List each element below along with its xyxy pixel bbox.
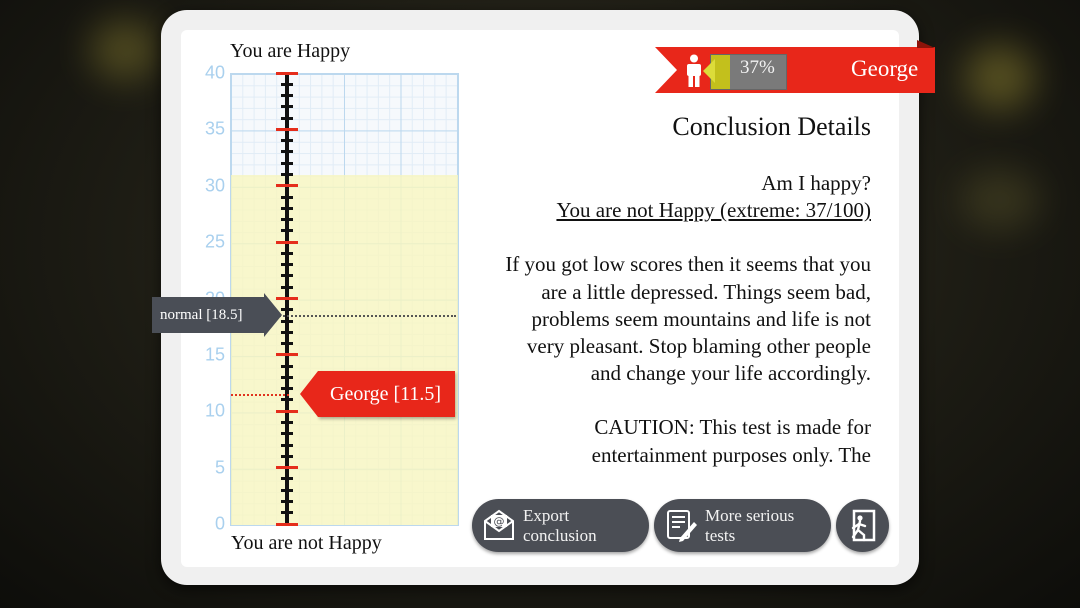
major-tick [276,184,298,187]
minor-tick [281,477,293,480]
document-pen-icon [664,508,698,542]
minor-tick [281,150,293,153]
details-caution: CAUTION: This test is made for entertainment purposes only. The [591,415,871,467]
y-tick-label: 40 [204,62,225,83]
minor-tick [281,173,293,176]
chart-bottom-label: You are not Happy [231,532,382,554]
y-tick-label: 25 [204,231,225,252]
minor-tick [281,500,293,503]
minor-tick [281,421,293,424]
minor-tick [281,342,293,345]
minor-tick [281,94,293,97]
minor-tick [281,218,293,221]
details-title: Conclusion Details [672,112,871,141]
person-icon [684,54,704,88]
major-tick [276,353,298,356]
major-tick [276,72,298,75]
minor-tick [281,207,293,210]
details-answer: You are not Happy (extreme: 37/100) [556,198,871,223]
major-tick [276,523,298,526]
export-conclusion-label: Export conclusion [523,506,597,545]
y-tick-label: 30 [204,175,225,196]
y-tick-label: 35 [204,118,225,139]
details-body: If you got low scores then it seems that you are a little depressed. Things seem bad, problems seem mountains and life is not very pleasant. Stop blaming other people and change your life accordingly. [505,252,871,386]
major-tick [276,128,298,131]
minor-tick [281,455,293,458]
background-light [960,170,1040,230]
y-tick-label: 15 [204,344,225,365]
details-scroll-area[interactable] [500,170,871,484]
minor-tick [281,196,293,199]
minor-tick [281,432,293,435]
normal-marker-label: normal [18.5] [160,307,243,324]
minor-tick [281,444,293,447]
user-marker-label: George [11.5] [330,383,442,406]
minor-tick [281,83,293,86]
minor-tick [281,117,293,120]
minor-tick [281,263,293,266]
minor-tick [281,376,293,379]
minor-tick [281,511,293,514]
normal-marker [152,297,264,333]
y-tick-label: 10 [204,400,225,421]
progress-percent: 37% [740,57,775,78]
major-tick [276,241,298,244]
progress-arrow-icon [703,59,715,83]
minor-tick [281,286,293,289]
chart-top-label: You are Happy [230,40,351,62]
highlight-band [231,175,458,525]
user-guide-line [231,394,289,396]
exit-button[interactable] [836,499,889,552]
y-tick-label: 5 [214,457,225,478]
minor-tick [281,320,293,323]
minor-tick [281,387,293,390]
minor-tick [281,489,293,492]
minor-tick [281,308,293,311]
banner-fold [917,40,935,48]
more-tests-label: More serious tests [705,506,795,545]
minor-tick [281,331,293,334]
background-light [965,45,1035,110]
minor-tick [281,105,293,108]
email-export-icon [482,508,516,542]
normal-guide-line [272,315,456,317]
minor-tick [281,398,293,401]
minor-tick [281,162,293,165]
svg-text:@: @ [493,515,505,528]
more-tests-button[interactable] [654,499,831,552]
banner-username: George [851,56,919,81]
user-marker [318,371,455,417]
minor-tick [281,139,293,142]
details-question: Am I happy? [761,171,871,195]
y-tick-label: 0 [214,513,225,534]
export-conclusion-button[interactable] [472,499,649,552]
minor-tick [281,365,293,368]
minor-tick [281,274,293,277]
exit-door-icon [836,499,889,552]
background-light [90,20,160,80]
minor-tick [281,229,293,232]
major-tick [276,466,298,469]
minor-tick [281,252,293,255]
major-tick [276,410,298,413]
